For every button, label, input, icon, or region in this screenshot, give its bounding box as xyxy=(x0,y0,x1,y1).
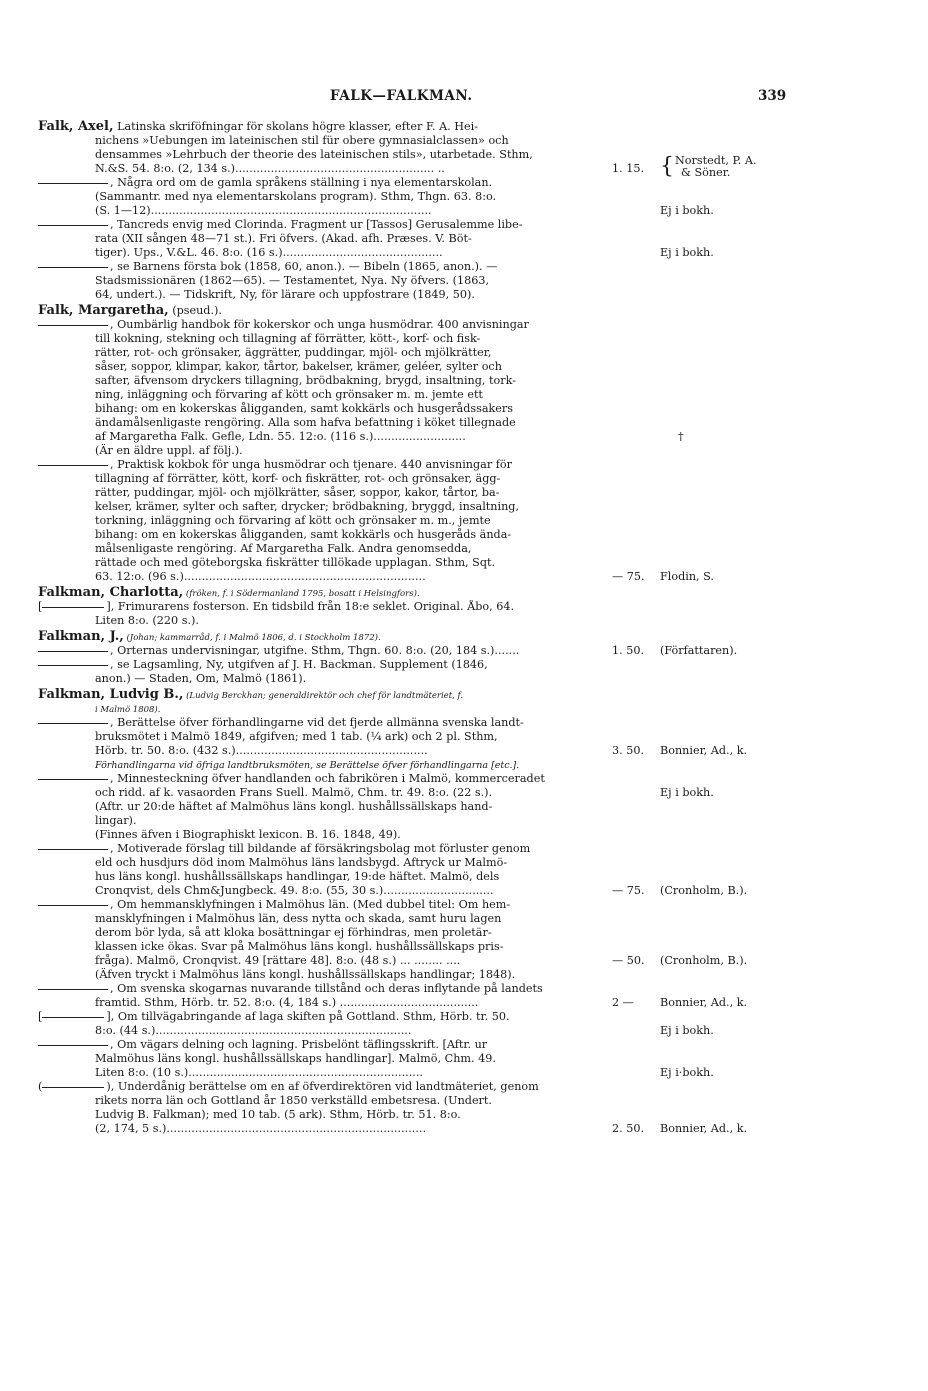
catalog-line xyxy=(0,954,928,968)
entry-text: safter, äfvensom dryckers tillagning, brödbakning, brygd, insaltning, tork- xyxy=(95,374,516,387)
catalog-line xyxy=(0,926,928,940)
price: 3. 50. xyxy=(612,744,645,757)
catalog-line xyxy=(0,346,928,360)
entry-text: , Några ord om de gamla språkens ställning i nya elementarskolan. xyxy=(110,176,493,189)
publisher-line-1: Norstedt, P. A. xyxy=(675,154,757,167)
publisher: Ej i bokh. xyxy=(660,204,714,217)
publisher-line-2: & Söner. xyxy=(681,166,731,179)
line-text xyxy=(95,856,507,870)
catalog-line xyxy=(0,1108,928,1122)
price: 1. 15. xyxy=(612,162,645,175)
catalog-line xyxy=(0,600,928,614)
line-text xyxy=(95,190,496,204)
line-text xyxy=(95,968,515,982)
open-bracket: ( xyxy=(38,1080,43,1093)
catalog-line xyxy=(0,856,928,870)
line-text xyxy=(95,486,499,500)
catalog-line xyxy=(0,472,928,486)
line-text xyxy=(95,246,443,260)
brace-glyph: { xyxy=(660,154,674,179)
entry-text: , Minnesteckning öfver handlanden och fabrikören i Malmö, kommerceradet xyxy=(110,772,545,785)
entry-text: , Frimurarens fosterson. En tidsbild från 18:e seklet. Original. Åbo, 64. xyxy=(110,600,515,613)
catalog-line xyxy=(0,758,928,772)
ditto-dash xyxy=(38,267,108,268)
entry-text: , se Barnens första bok (1858, 60, anon.). — Bibeln (1865, anon.). — xyxy=(110,260,498,273)
price: — 50. xyxy=(612,954,645,967)
publisher: † xyxy=(678,430,684,443)
catalog-line xyxy=(0,786,928,800)
catalog-line xyxy=(0,982,928,996)
catalog-line xyxy=(0,1094,928,1108)
catalog-line xyxy=(0,556,928,570)
entry-text: Latinska skriföfningar för skolans högre klasser, efter F. A. Hei- xyxy=(113,120,478,133)
open-bracket: [ xyxy=(38,600,43,613)
line-text xyxy=(95,514,491,528)
entry-text: Liten 8:o. (10 s.).................................................................. xyxy=(95,1066,423,1079)
entry-text: rätter, puddingar, mjöl- och mjölkrätter, såser, soppor, kakor, tårtor, ba- xyxy=(95,486,500,499)
line-text xyxy=(95,360,502,374)
line-text xyxy=(95,1108,461,1122)
catalog-line xyxy=(0,658,928,672)
publisher: (Författaren). xyxy=(660,644,738,657)
entry-text: , Oumbärlig handbok för kokerskor och unga husmödrar. 400 anvisningar xyxy=(110,318,529,331)
catalog-line xyxy=(0,148,928,162)
author-name: Falkman, Ludvig B., xyxy=(38,688,184,702)
entry-text: kelser, krämer, sylter och safter, drycker; brödbakning, bryggd, insaltning, xyxy=(95,500,519,513)
entry-text: rättade och med göteborgska fiskrätter tillökade upplagan. Sthm, Sqt. xyxy=(95,556,496,569)
entry-text: , Om hemmansklyfningen i Malmöhus län. (Med dubbel titel: Om hem- xyxy=(110,898,511,911)
catalog-line xyxy=(0,204,928,218)
entry-text: nichens »Uebungen im lateinischen stil für obere gymnasialclassen» och xyxy=(95,134,509,147)
catalog-line xyxy=(0,1052,928,1066)
entry-text: hus läns kongl. hushållssällskaps handlingar, 19:de häftet. Malmö, dels xyxy=(95,870,500,883)
ditto-dash xyxy=(38,225,108,226)
line-text xyxy=(95,614,199,628)
line-text xyxy=(95,472,500,486)
ditto-dash xyxy=(38,325,108,326)
catalog-line xyxy=(0,1038,928,1052)
entry-text: mansklyfningen i Malmöhus län, dess nytta och skada, samt huru lagen xyxy=(95,912,502,925)
entry-text: (2, 174, 5 s.)......................................................................... xyxy=(95,1122,426,1135)
catalog-line xyxy=(0,218,928,232)
entry-text: , se Lagsamling, Ny, utgifven af J. H. Backman. Supplement (1846, xyxy=(110,658,488,671)
entry-text: , Orternas undervisningar, utgifne. Sthm, Thgn. 60. 8:o. (20, 184 s.)....... xyxy=(110,644,520,657)
line-text xyxy=(38,644,519,658)
line-text xyxy=(95,814,136,828)
catalog-line xyxy=(0,772,928,786)
line-text xyxy=(95,374,516,388)
cross-reference-note: Förhandlingarna vid öfriga landtbruksmöten, se Berättelse öfver förhandlingarna [etc.]. xyxy=(95,760,520,771)
line-text xyxy=(95,1122,426,1136)
line-text xyxy=(95,926,492,940)
line-text xyxy=(38,304,222,318)
catalog-line xyxy=(0,332,928,346)
entry-text: såser, soppor, klimpar, kakor, tårtor, bakelser, krämer, geléer, sylter och xyxy=(95,360,502,373)
line-text xyxy=(95,134,509,148)
line-text xyxy=(38,982,543,996)
catalog-line xyxy=(0,260,928,274)
catalog-line xyxy=(0,120,928,134)
line-text xyxy=(95,162,445,176)
catalog-line xyxy=(0,814,928,828)
line-text xyxy=(95,828,401,842)
line-text xyxy=(95,730,498,744)
entry-text: torkning, inläggning och förvaring af kött och grönsaker m. m., jemte xyxy=(95,514,491,527)
entry-text: rätter, rot- och grönsaker, äggrätter, puddingar, mjöl- och mjölkrätter, xyxy=(95,346,492,359)
ditto-dash xyxy=(42,607,104,608)
catalog-line xyxy=(0,416,928,430)
entry-text: , Om tillvägabringande af laga skiften på Gottland. Sthm, Hörb. tr. 50. xyxy=(110,1010,510,1023)
line-text xyxy=(95,940,504,954)
line-text xyxy=(38,1010,510,1024)
catalog-line xyxy=(0,586,928,600)
line-text xyxy=(38,176,492,190)
catalog-line xyxy=(0,644,928,658)
line-text xyxy=(95,912,501,926)
author-bio: (fröken, f. i Södermanland 1795, bosatt i Helsingfors). xyxy=(183,589,420,599)
line-text xyxy=(95,542,472,556)
line-text xyxy=(95,570,426,584)
entry-text: , Om vägars delning och lagning. Prisbelönt täflingsskrift. [Aftr. ur xyxy=(110,1038,488,1051)
line-text xyxy=(95,744,428,758)
line-text xyxy=(95,1052,496,1066)
publisher: Bonnier, Ad., k. xyxy=(660,996,748,1009)
line-text xyxy=(95,1024,411,1038)
line-text xyxy=(95,402,513,416)
entry-text: tillagning af förrätter, kött, korf- och fiskrätter, rot- och grönsaker, ägg- xyxy=(95,472,501,485)
entry-text: fråga). Malmö, Cronqvist. 49 [rättare 48]. 8:o. (48 s.) ... ........ .... xyxy=(95,954,461,967)
catalog-line xyxy=(0,500,928,514)
catalog-line xyxy=(0,246,928,260)
price: 2 — xyxy=(612,996,634,1009)
entry-text: 64, undert.). — Tidskrift, Ny, för lärare och uppfostrare (1849, 50). xyxy=(95,288,475,301)
entry-text: bruksmötet i Malmö 1849, afgifven; med 1 tab. (¼ ark) och 2 pl. Sthm, xyxy=(95,730,498,743)
entry-text: framtid. Sthm, Hörb. tr. 52. 8:o. (4, 184 s.) ....................................... xyxy=(95,996,479,1009)
price: 1. 50. xyxy=(612,644,645,657)
line-text xyxy=(38,842,530,856)
author-name: Falkman, Charlotta, xyxy=(38,586,184,600)
entry-text: Hörb. tr. 50. 8:o. (432 s.)...................................................... xyxy=(95,744,428,757)
publisher: Flodin, S. xyxy=(660,570,714,583)
ditto-dash xyxy=(38,849,108,850)
author-bio: (Ludvig Berckhan; generaldirektör och chef för landtmäteriet, f. xyxy=(183,691,464,701)
line-text xyxy=(38,458,512,472)
entry-text: , Tancreds envig med Clorinda. Fragment ur [Tassos] Gerusalemme libe- xyxy=(110,218,523,231)
line-text xyxy=(95,758,519,773)
entry-text: derom bör lyda, så att kloka bosättningar ej förhindras, men proletär- xyxy=(95,926,492,939)
line-text xyxy=(38,716,524,730)
line-text xyxy=(95,500,519,514)
entry-text: Liten 8:o. (220 s.). xyxy=(95,614,199,627)
entry-text: till kokning, stekning och tillagning af förrätter, kött-, korf- och fisk- xyxy=(95,332,481,345)
entry-text: lingar). xyxy=(95,814,137,827)
entry-text: , Praktisk kokbok för unga husmödrar och tjenare. 440 anvisningar för xyxy=(110,458,512,471)
entry-text: rikets norra län och Gottland år 1850 verkställd embetsresa. (Undert. xyxy=(95,1094,492,1107)
catalog-line xyxy=(0,458,928,472)
entry-text: ändamålsenligaste rengöring. Alla som hafva befattning i köket tillegnade xyxy=(95,416,516,429)
catalog-line xyxy=(0,430,928,444)
catalog-line xyxy=(0,528,928,542)
entry-text: N.&S. 54. 8:o. (2, 134 s.)........................................................ .. xyxy=(95,162,445,175)
catalog-line xyxy=(0,828,928,842)
entry-text: eld och husdjurs död inom Malmöhus läns landsbygd. Aftryck ur Malmö- xyxy=(95,856,508,869)
entry-text: (pseud.). xyxy=(168,304,222,317)
close-bracket: ) xyxy=(106,1080,111,1093)
publisher: (Cronholm, B.). xyxy=(660,954,748,967)
catalog-line xyxy=(0,318,928,332)
ditto-dash xyxy=(38,779,108,780)
line-text xyxy=(38,658,488,672)
catalog-line xyxy=(0,688,928,702)
line-text xyxy=(95,870,499,884)
entry-text: målsenligaste rengöring. Af Margaretha Falk. Andra genomsedda, xyxy=(95,542,472,555)
entry-text: 8:o. (44 s.)........................................................................ xyxy=(95,1024,412,1037)
entry-text: (Sammantr. med nya elementarskolans program). Sthm, Thgn. 63. 8:o. xyxy=(95,190,497,203)
publisher: Ej i bokh. xyxy=(660,246,714,259)
catalog-line xyxy=(0,870,928,884)
entry-text: Malmöhus läns kongl. hushållssällskaps handlingar]. Malmö, Chm. 49. xyxy=(95,1052,496,1065)
entry-text: (S. 1—12)............................................................................... xyxy=(95,204,432,217)
catalog-line xyxy=(0,1080,928,1094)
catalog-line xyxy=(0,190,928,204)
entry-text: densammes »Lehrbuch der theorie des lateinischen stils», utarbetade. Sthm, xyxy=(95,148,533,161)
line-text xyxy=(95,528,511,542)
ditto-dash xyxy=(42,1087,104,1088)
ditto-dash xyxy=(38,665,108,666)
entry-text: , Om svenska skogarnas nuvarande tillstånd och deras inflytande på landets xyxy=(110,982,543,995)
line-text xyxy=(38,586,420,601)
entry-text: (Äfven tryckt i Malmöhus läns kongl. hushållssällskaps handlingar; 1848). xyxy=(95,968,516,981)
line-text xyxy=(95,288,475,302)
page-header-title: FALK—FALKMAN. xyxy=(330,88,473,104)
line-text xyxy=(95,274,489,288)
catalog-line xyxy=(0,730,928,744)
entry-text: (Finnes äfven i Biographiskt lexicon. B. 16. 1848, 49). xyxy=(95,828,401,841)
close-bracket: ] xyxy=(106,600,111,613)
catalog-line xyxy=(0,304,928,318)
line-text xyxy=(95,346,491,360)
line-text xyxy=(38,120,478,134)
price: — 75. xyxy=(612,884,645,897)
line-text xyxy=(38,600,514,614)
publisher: Bonnier, Ad., k. xyxy=(660,1122,748,1135)
line-text xyxy=(95,1066,423,1080)
line-text xyxy=(38,260,497,274)
page-number: 339 xyxy=(758,88,787,104)
ditto-dash xyxy=(38,905,108,906)
line-text xyxy=(38,898,510,912)
catalog-line xyxy=(0,842,928,856)
author-bio: i Malmö 1808). xyxy=(95,705,161,715)
line-text xyxy=(95,232,472,246)
catalog-line xyxy=(0,288,928,302)
catalog-line xyxy=(0,672,928,686)
catalog-line xyxy=(0,374,928,388)
line-text xyxy=(38,218,523,232)
author-name: Falk, Margaretha, xyxy=(38,304,169,318)
line-text xyxy=(95,800,492,814)
line-text xyxy=(38,318,529,332)
catalog-line xyxy=(0,444,928,458)
catalog-line xyxy=(0,614,928,628)
entry-text: , Berättelse öfver förhandlingarne vid det fjerde allmänna svenska landt- xyxy=(110,716,524,729)
catalog-line xyxy=(0,402,928,416)
publisher: Ej i bokh. xyxy=(660,1024,714,1037)
line-text xyxy=(95,444,243,458)
author-name: Falkman, J., xyxy=(38,630,124,644)
catalog-line xyxy=(0,134,928,148)
entry-text: bihang: om en kokerskas åligganden, samt kokkärls och husgeråds ända- xyxy=(95,528,512,541)
publisher: Bonnier, Ad., k. xyxy=(660,744,748,757)
ditto-dash xyxy=(38,651,108,652)
entry-text: anon.) — Staden, Om, Malmö (1861). xyxy=(95,672,307,685)
line-text xyxy=(95,954,460,968)
line-text xyxy=(95,148,533,162)
line-text xyxy=(38,772,545,786)
catalog-line xyxy=(0,176,928,190)
open-bracket: [ xyxy=(38,1010,43,1023)
catalog-line xyxy=(0,360,928,374)
line-text xyxy=(95,430,466,444)
ditto-dash xyxy=(38,1045,108,1046)
catalog-line xyxy=(0,1024,928,1038)
line-text xyxy=(95,388,483,402)
catalog-line xyxy=(0,884,928,898)
entry-text: tiger). Ups., V.&L. 46. 8:o. (16 s.)............................................. xyxy=(95,246,443,259)
line-text xyxy=(95,416,516,430)
entry-text: klassen icke ökas. Svar på Malmöhus läns kongl. hushållssällskaps pris- xyxy=(95,940,504,953)
entry-text: (Aftr. ur 20:de häftet af Malmöhus läns kongl. hushållssällskaps hand- xyxy=(95,800,493,813)
entry-text: , Underdånig berättelse om en af öfverdirektören vid landtmäteriet, genom xyxy=(110,1080,539,1093)
line-text xyxy=(95,702,160,717)
line-text xyxy=(95,204,432,218)
publisher: Ej i bokh. xyxy=(660,786,714,799)
author-name: Falk, Axel, xyxy=(38,120,114,134)
ditto-dash xyxy=(42,1017,104,1018)
publisher: Ej i·bokh. xyxy=(660,1066,714,1079)
catalog-line xyxy=(0,274,928,288)
line-text xyxy=(95,884,494,898)
price: 2. 50. xyxy=(612,1122,645,1135)
catalog-line xyxy=(0,542,928,556)
entry-text: (Är en äldre uppl. af följ.). xyxy=(95,444,243,457)
ditto-dash xyxy=(38,989,108,990)
catalog-line xyxy=(0,744,928,758)
entry-text: och ridd. af k. vasaorden Frans Suell. Malmö, Chm. tr. 49. 8:o. (22 s.). xyxy=(95,786,493,799)
entry-text: Cronqvist, dels Chm&Jungbeck. 49. 8:o. (55, 30 s.)............................... xyxy=(95,884,494,897)
line-text xyxy=(95,672,306,686)
catalog-line xyxy=(0,630,928,644)
entry-text: af Margaretha Falk. Gefle, Ldn. 55. 12:o. (116 s.).......................... xyxy=(95,430,466,443)
line-text xyxy=(95,332,480,346)
catalog-line xyxy=(0,702,928,716)
catalog-line xyxy=(0,1122,928,1136)
catalog-line xyxy=(0,514,928,528)
author-bio: (Johan; kammarråd, f. i Malmö 1806, d. i Stockholm 1872). xyxy=(123,633,381,643)
catalog-line xyxy=(0,940,928,954)
catalog-line xyxy=(0,486,928,500)
line-text xyxy=(95,1094,492,1108)
close-bracket: ] xyxy=(106,1010,111,1023)
catalog-line xyxy=(0,1010,928,1024)
line-text xyxy=(38,630,381,645)
ditto-dash xyxy=(38,465,108,466)
catalog-line xyxy=(0,570,928,584)
entry-text: Stadsmissionären (1862—65). — Testamentet, Nya. Ny öfvers. (1863, xyxy=(95,274,490,287)
catalog-line xyxy=(0,232,928,246)
publisher: (Cronholm, B.). xyxy=(660,884,748,897)
catalog-line xyxy=(0,1066,928,1080)
entry-text: bihang: om en kokerskas åligganden, samt kokkärls och husgerådssakers xyxy=(95,402,514,415)
catalog-line xyxy=(0,388,928,402)
catalog-line xyxy=(0,968,928,982)
line-text xyxy=(95,996,478,1010)
entry-text: 63. 12:o. (96 s.).................................................................... xyxy=(95,570,426,583)
entry-text: rata (XII sången 48—71 st.). Fri öfvers. (Akad. afh. Præses. V. Böt- xyxy=(95,232,472,245)
line-text xyxy=(95,786,492,800)
price: — 75. xyxy=(612,570,645,583)
catalog-line xyxy=(0,898,928,912)
ditto-dash xyxy=(38,183,108,184)
catalog-line xyxy=(0,716,928,730)
line-text xyxy=(38,688,463,703)
entry-text: , Motiverade förslag till bildande af försäkringsbolag mot förluster genom xyxy=(110,842,531,855)
ditto-dash xyxy=(38,723,108,724)
catalog-line xyxy=(0,996,928,1010)
catalog-line xyxy=(0,800,928,814)
line-text xyxy=(38,1038,487,1052)
entry-text: Ludvig B. Falkman); med 10 tab. (5 ark). Sthm, Hörb. tr. 51. 8:o. xyxy=(95,1108,461,1121)
catalog-line xyxy=(0,912,928,926)
line-text xyxy=(95,556,495,570)
entry-text: ning, inläggning och förvaring af kött och grönsaker m. m. jemte ett xyxy=(95,388,483,401)
line-text xyxy=(38,1080,539,1094)
